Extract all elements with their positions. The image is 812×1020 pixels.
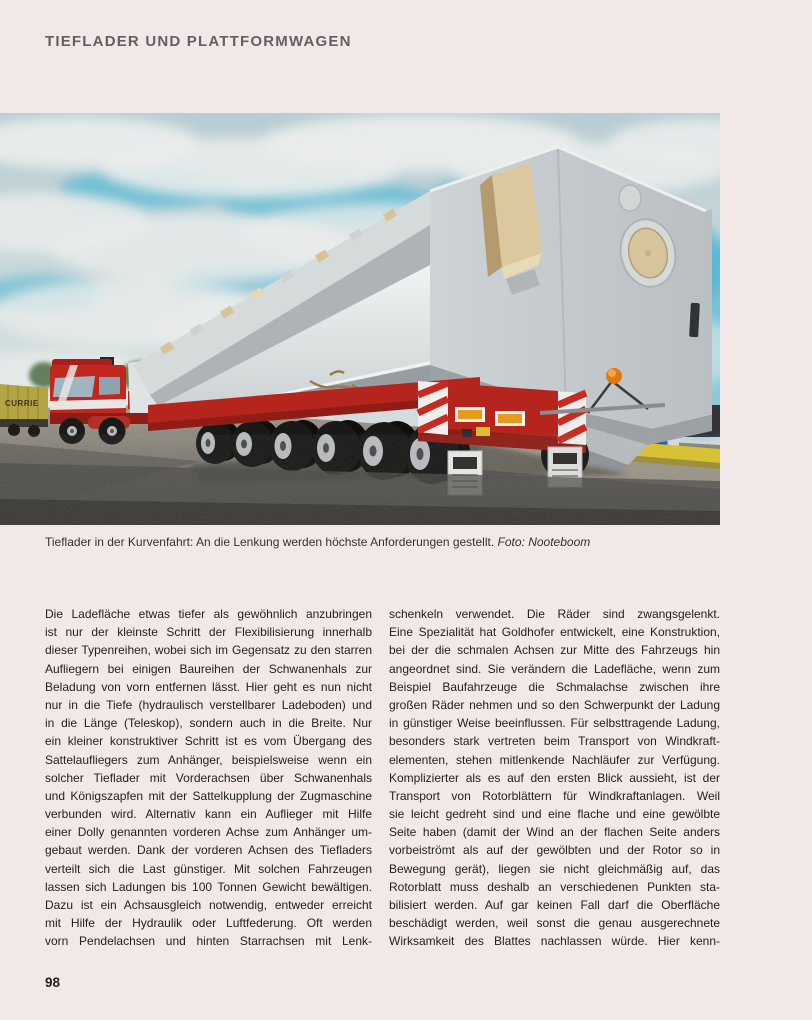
currie-logo-text: CURRIE	[5, 399, 39, 408]
foreground-shadow	[0, 443, 720, 525]
text-line: ist nur der kleinste Schritt der Flexibilisierung innerhalb	[45, 625, 372, 640]
text-line: Eine Spezialität hat Goldhofer entwickelt, eine Konstruktion,	[389, 625, 720, 640]
text-line: mit Hilfe der Hydraulik oder Luftfederung. Oft werden	[45, 916, 372, 931]
text-line: nur in die Tiefe (hydraulisch verstellbarer Ladeboden) und	[45, 697, 372, 712]
text-line: Seite haben (damit der Wind an der flachen Seite anders	[389, 825, 720, 840]
photo-caption	[45, 535, 720, 549]
text-line: verteilt sich die Last günstiger. Mit solchen Fahrzeugen	[45, 861, 372, 876]
text-line: Komplizierter als es auf den ersten Blick aussieht, ist der	[389, 770, 720, 785]
text-line: vorn Pendelachsen und hinten Starrachsen mit Lenk-	[45, 934, 372, 949]
windshield	[53, 376, 95, 397]
text-line: bilisiert werden. Auf gar keinen Fall darf die Oberfläche	[389, 898, 720, 912]
text-line: angeordnet sind. Sie verändern die Ladefläche, wenn zum	[389, 661, 720, 676]
page-number: 98	[45, 975, 61, 990]
article-column-right	[389, 605, 720, 951]
text-line: schenkeln verwendet. Die Räder sind zwangsgelenkt.	[389, 607, 720, 621]
text-line: vorbeiströmt als auf der gewölbten und der Rotor so in	[389, 843, 720, 858]
text-line: in günstiger Weise beeinflussen. Für selbsttragende Ladung,	[389, 716, 720, 731]
caption-text: Tieflader in der Kurvenfahrt: An die Lenkung werden höchste Anforderungen gestellt.	[45, 535, 495, 549]
caption-credit: Foto: Nooteboom	[497, 535, 591, 549]
text-line: Rotorblatt muss deshalb an verschiedenen Punkten sta-	[389, 879, 720, 894]
text-line: dieser Typenreihen, wobei sich im Gegensatz zu den starren	[45, 643, 372, 658]
hazard-stripes-right	[558, 391, 586, 445]
text-line: in die Länge (Teleskop), sondern auch in die Breite. Nur	[45, 716, 372, 731]
text-line: ein kleiner konstruktiver Schritt ist es vom Übergang des	[45, 734, 372, 749]
text-line: bei der die schmalen Achsen zur Mitte des Fahrzeugs hin	[389, 643, 720, 658]
text-line: elementen, stehen mitlenkende Nachläufer zur Verfügung.	[389, 752, 720, 767]
small-port	[619, 185, 641, 211]
text-line: Die Ladefläche etwas tiefer als gewöhnlich anzubringen	[45, 607, 372, 621]
photo-illustration	[0, 113, 720, 525]
text-line: besonders stark vertreten beim Transport von Windkraft-	[389, 734, 720, 749]
text-line: Aufliegern bei einigen Baureihen der Schwanenhals zur	[45, 661, 372, 676]
photo-tieflader	[0, 113, 720, 525]
text-line: Bewegung gerät), liegen sie nicht gleichmäßig auf, das	[389, 861, 720, 876]
page-title: TIEFLADER UND PLATTFORMWAGEN	[45, 33, 352, 50]
text-line: lassen sich Ladungen bis 100 Tonnen Gewicht bewältigen.	[45, 879, 372, 894]
text-line: beschädigt werden, weil sonst die genau ausgerechnete	[389, 916, 720, 931]
dark-slot	[689, 303, 700, 337]
text-line: Beispiel Baufahrzeuge die Schmalachse zwischen ihre	[389, 679, 720, 694]
text-line: Dazu ist ein Achsausgleich notwendig, entweder erreicht	[45, 898, 372, 912]
text-line: Wirksamkeit des Blattes nachlassen würde. Hier kenn-	[389, 934, 720, 949]
text-line: gebaut werden. Dank der vorderen Achsen des Tiefladers	[45, 843, 372, 858]
article-column-left	[45, 605, 372, 951]
text-line: und Königszapfen mit der Sattelkupplung der Zugmaschine	[45, 788, 372, 803]
text-line: solcher Tieflader mit Vorderachsen über Schwanenhals	[45, 770, 372, 785]
text-line: großen Räder nehmen und so den Schwerpunkt der Ladung	[389, 697, 720, 712]
text-line: Beladung von vorn entfernen lässt. Hier geht es nun nicht	[45, 679, 372, 694]
text-line: Sattelaufliegers zum Anhänger, beispielsweise wenn ein	[45, 752, 372, 767]
hazard-stripes-left	[418, 381, 448, 435]
text-line: Transport von Rotorblättern für Windkraftanlagen. Weil	[389, 788, 720, 803]
text-line: sie leicht gedreht sind und eine flache und eine gewölbte	[389, 807, 720, 822]
side-window	[99, 377, 120, 395]
text-line: einer Dolly genannten vorderen Achse zum Anhänger um-	[45, 825, 372, 840]
text-line: verbunden wird. Alternativ kann ein Auflieger mit Hilfe	[45, 807, 372, 822]
